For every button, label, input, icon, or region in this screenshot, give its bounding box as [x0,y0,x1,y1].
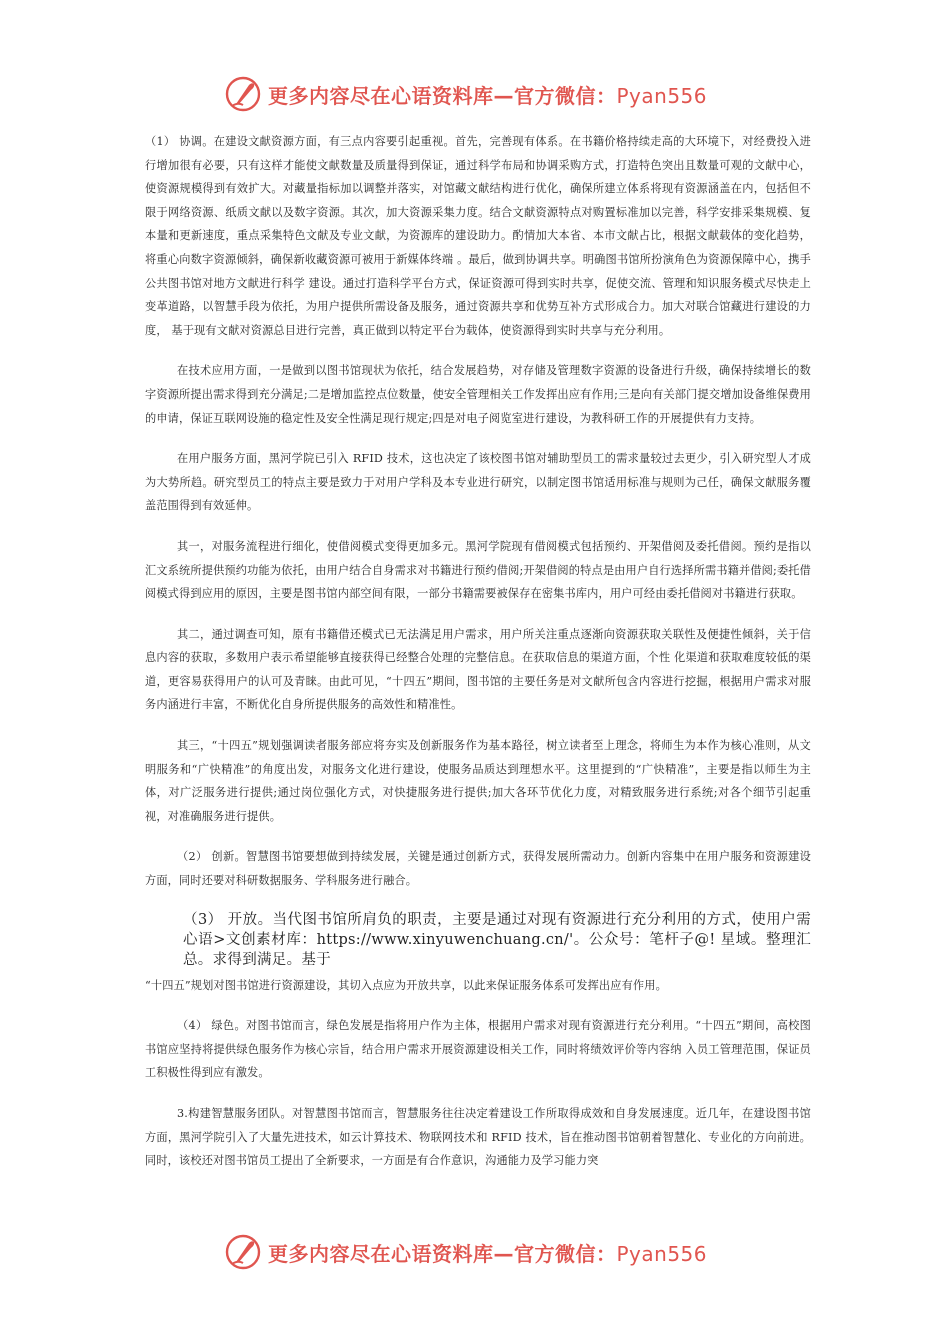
footer-banner [224,1232,744,1272]
feather-pen-logo-icon [224,1233,262,1271]
feather-pen-logo-icon [224,75,262,113]
paragraph-coordination: （1） 协调。在建设文献资源方面，有三点内容要引起重视。首先，完善现有体系。在书籍价格持续走高的大环境下，对经费投入进行增加很有必要，只有这样才能使文献数量及质量得到保证，通过科学布局和协调采购方式，打造特色突出且数量可观的文献中心，使资源规模得到有效扩大。对藏量指标加以调整并落实，对馆藏文献结构进行优化，确保所建立体系将现有资源涵盖在内，包括但不限于网络资源、纸质文献以及数字资源。其次，加大资源采集力度。结合文献资源特点对购置标准加以完善，科学安排采集规模、复本量和更新速度，重点采集特色文献及专业文献，为资源库的建设助力。酌情加大本省、本市文献占比，根据文献载体的变化趋势，将重心向数字资源倾斜，确保新收藏资源可被用于新媒体终端 。最后，做到协调共享。明确图书馆所扮演角色为资源保障中心，携手公共图书馆对地方文献进行科学 建设。通过打造科学平台方式，保证资源可得到实时共享，促使交流、管理和知识服务模式尽快走上变革道路，以智慧手段为依托，为用户提供所需设备及服务，通过资源共享和优势互补方式形成合力。加大对联合馆藏进行建设的力度， 基于现有文献对资源总目进行完善，真正做到以特定平台为载体，使资源得到实时共享与充分利用。 [145,135,811,337]
paragraph-green: （4） 绿色。对图书馆而言，绿色发展是指将用户作为主体，根据用户需求对现有资源进行充分利用。“十四五”期间，高校图书馆应坚持将提供绿色服务作为核心宗旨，结合用户需求开展资源建设相关工作，同时将绩效评价等内容纳 入员工管理范围，保证员工积极性得到应有激发。 [145,1019,811,1080]
paragraph-technology: 在技术应用方面，一是做到以图书馆现状为依托，结合发展趋势，对存储及管理数字资源的设备进行升级，确保持续增长的数字资源所提出需求得到充分满足;二是增加监控点位数量，使安全管理相关工作发挥出应有作用;三是向有关部门提交增加设备维保费用的申请，保证互联网设施的稳定性及安全性满足现行规定;四是对电子阅览室进行建设，为教科研工作的开展提供有力支持。 [145,364,811,425]
banner-text: 更多内容尽在心语资料库—官方微信：Pyan556 [268,83,708,108]
paragraph-second: 其二，通过调查可知，原有书籍借还模式已无法满足用户需求，用户所关注重点逐渐向资源获取关联性及便捷性倾斜，关于信息内容的获取，多数用户表示希望能够直接获得已经整合处理的完整信息。在获取信息的渠道方面，个性 化渠道和获取难度较低的渠道，更容易获得用户的认可及青睐。由此可见，“十四五”期间，图书馆的主要任务是对文献所包含内容进行挖掘，根据用户需求对服务内涵进行丰富，不断优化自身所提供服务的高效性和精准性。 [145,627,811,712]
paragraph-user-service: 在用户服务方面，黑河学院已引入 RFID 技术，这也决定了该校图书馆对辅助型员工的需求量较过去更少，引入研究型人才成为大势所趋。研究型员工的特点主要是致力于对用户学科及本专业进行研究，以制定图书馆适用标准与规则为己任，确保文献服务覆盖范围得到有效延伸。 [145,452,811,513]
paragraph-first: 其一，对服务流程进行细化，使借阅模式变得更加多元。黑河学院现有借阅模式包括预约、开架借阅及委托借阅。预约是指以汇文系统所提供预约功能为依托，由用户结合自身需求对书籍进行预约借阅;开架借阅的特点是由用户自行选择所需书籍并借阅;委托借阅模式得到应用的原因，主要是图书馆内部空间有限，一部分书籍需要被保存在密集书库内，用户可经由委托借阅对书籍进行获取。 [145,539,811,601]
document-body [145,130,811,1190]
header-banner [224,74,744,114]
paragraph-third: 其三，“十四五”规划强调读者服务部应将夯实及创新服务作为基本路径，树立读者至上理念，将师生为本作为核心准则，从文明服务和“广快精准”的角度出发，对服务文化进行建设，使服务品质达到理想水平。这里提到的“广快精准”，主要是指以师生为主体，对广泛服务进行提供;通过岗位强化方式，对快捷服务进行提供;加大各环节优化力度，对精致服务进行系统;对各个细节引起重视，对准确服务进行提供。 [145,739,811,823]
paragraph-openness-continued: “十四五”规划对图书馆进行资源建设，其切入点应为开放共享，以此来保证服务体系可发挥出应有作用。 [145,978,667,992]
paragraph-smart-team: 3.构建智慧服务团队。对智慧图书馆而言，智慧服务往往决定着建设工作所取得成效和自身发展速度。近几年，在建设图书馆方面，黑河学院引入了大量先进技术，如云计算技术、物联网技术和 RFID 技术，旨在推动图书馆朝着智慧化、专业化的方向前进。同时，该校还对图书馆员工提出了全新要求，一方面是有合作意识，沟通能力及学习能力突 [145,1107,811,1168]
wechat-id: Pyan556 [616,1241,708,1266]
paragraph-openness: （3） 开放。当代图书馆所肩负的职责，主要是通过对现有资源进行充分利用的方式，使用户需心语>文创素材库：https://www.xinyuwenchuang.cn/'。公众号：笔杆子@! 星域。整理汇总。求得到满足。基于 [183,911,811,968]
banner-text: 更多内容尽在心语资料库—官方微信：Pyan556 [268,1241,708,1266]
wechat-id: Pyan556 [616,83,708,108]
paragraph-innovation: （2） 创新。智慧图书馆要想做到持续发展，关键是通过创新方式，获得发展所需动力。创新内容集中在用户服务和资源建设方面，同时还要对科研数据服务、学科服务进行融合。 [145,850,811,888]
